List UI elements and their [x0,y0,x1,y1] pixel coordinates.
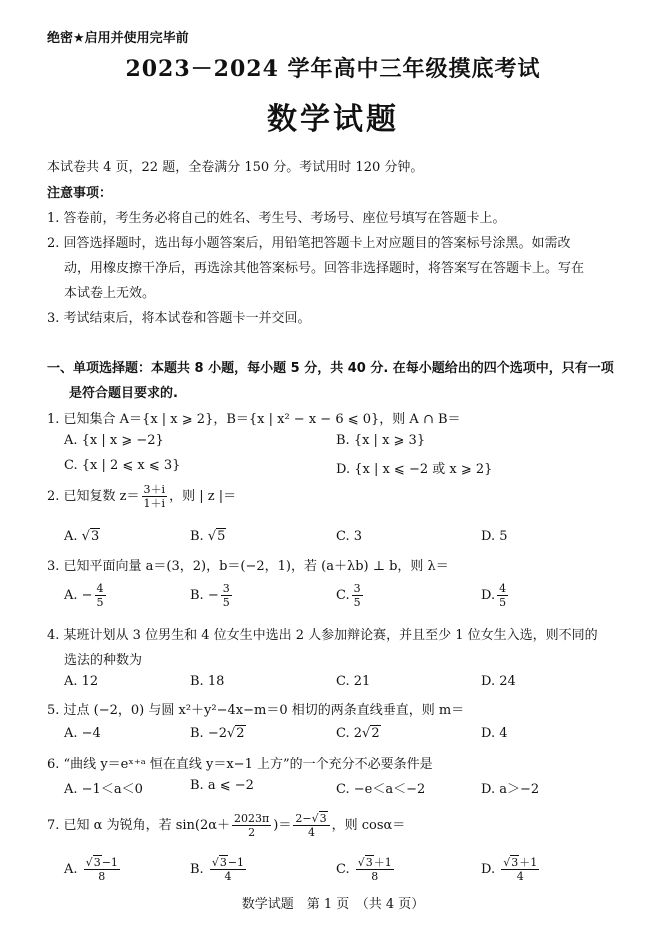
q2-option-b: B. √5 [190,529,226,544]
notes-heading: 注意事项： [47,186,113,201]
q5-option-a: A. −4 [64,726,101,741]
q2-option-c: C. 3 [336,529,363,544]
q1-option-d: D. {x | x ⩽ −2 或 x ⩾ 2} [336,462,493,477]
note-2-cont: 动，用橡皮擦干净后，再选涂其他答案标号。回答非选择题时，将答案写在答题卡上。写在 [64,261,585,276]
q7-frac-value: $\frac{2-√3}{4}$ [293,812,329,839]
q5-option-d: D. 4 [481,726,508,741]
q4-stem-line1: 4. 某班计划从 3 位男生和 4 位女生中选出 2 人参加辩论赛，并且至少 1 位女生入选，则不同的 [47,628,598,643]
q6-option-a: A. −1＜a＜0 [64,782,143,797]
q3-option-b: B. − $\frac{3}{5}$ [190,582,230,609]
q1-option-c: C. {x | 2 ⩽ x ⩽ 3} [64,458,181,473]
q2-option-a: A. √3 [64,529,100,544]
q3-option-d: D. $\frac{4}{5}$ [481,582,507,609]
q1-option-b: B. {x | x ⩾ 3} [336,433,426,448]
q5-option-c: C. 2√2 [336,726,380,741]
note-3: 3. 考试结束后，将本试卷和答题卡一并交回。 [47,311,311,326]
q6-option-b: B. a ⩽ −2 [190,778,254,793]
q2-option-d: D. 5 [481,529,508,544]
q2-frac-num: 3＋i [143,483,166,496]
q7-option-d: D. $\frac{√3+1}{4}$ [481,856,538,883]
q1-option-a: A. {x | x ⩾ −2} [64,433,164,448]
subject-title: 数学试题 [267,102,399,137]
q6-option-d: D. a＞−2 [481,782,540,797]
note-1: 1. 答卷前，考生务必将自己的姓名、考生号、考场号、座位号填写在答题卡上。 [47,211,506,226]
note-2-end: 本试卷上无效。 [64,286,156,301]
q3-option-a: A. − $\frac{4}{5}$ [64,582,104,609]
q7-option-a: A. $\frac{√3-1}{8}$ [64,856,118,883]
page-footer: 数学试题 第 1 页 （共 4 页） [241,897,425,912]
q7-option-c: C. $\frac{√3+1}{8}$ [336,856,392,883]
q3-option-c: C. $\frac{3}{5}$ [336,582,361,609]
exam-title: 2023－2024 学年高中三年级摸底考试 [125,56,541,82]
q2-stem-pre: 2. 已知复数 z＝ [47,489,140,504]
q3-stem: 3. 已知平面向量 a＝(3，2)，b＝(−2，1)，若 (a＋λb) ⊥ b，则 λ＝ [47,559,449,574]
section-heading-line2: 是符合题目要求的. [69,386,178,401]
q2-stem-post: ，则 | z |＝ [169,489,237,504]
q2-stem [47,483,236,510]
q2-frac-den: 1＋i [143,497,166,510]
q4-option-d: D. 24 [481,674,516,689]
q5-stem: 5. 过点 (−2，0) 与圆 x²＋y²−4x−m＝0 相切的两条直线垂直，则 m＝ [47,703,465,718]
q7-option-b: B. $\frac{√3-1}{4}$ [190,856,245,883]
q7-frac-angle: $\frac{2023\pi}{2}$ [234,812,270,839]
q4-option-b: B. 18 [190,674,225,689]
q2-fraction [142,483,168,510]
section-heading-line1: 一、单项选择题：本题共 8 小题，每小题 5 分，共 40 分. 在每小题给出的四个选项中，只有一项 [47,361,614,376]
q6-stem: 6. “曲线 y＝eˣ⁺ᵃ 恒在直线 y＝x−1 上方”的一个充分不必要条件是 [47,757,433,772]
q1-stem: 1. 已知集合 A＝{x | x ⩾ 2}，B＝{x | x² − x − 6 ⩽ 0}，则 A ∩ B＝ [47,412,461,427]
confidential-mark: 绝密★启用并使用完毕前 [47,31,189,46]
q4-option-a: A. 12 [64,674,99,689]
q6-option-c: C. −e＜a＜−2 [336,782,426,797]
note-2: 2. 回答选择题时，选出每小题答案后，用铅笔把答题卡上对应题目的答案标号涂黑。如需改 [47,236,571,251]
intro-line: 本试卷共 4 页，22 题，全卷满分 150 分。考试用时 120 分钟。 [47,160,424,175]
q7-stem: 7. 已知 α 为锐角，若 sin(2α＋ $\frac{2023\pi}{2}$ )＝ $\frac{2-√3}{4}$ ，则 cosα＝ [47,812,406,839]
q5-option-b: B. −2√2 [190,726,245,741]
q4-stem-line2: 选法的种数为 [64,653,143,668]
q4-option-c: C. 21 [336,674,371,689]
